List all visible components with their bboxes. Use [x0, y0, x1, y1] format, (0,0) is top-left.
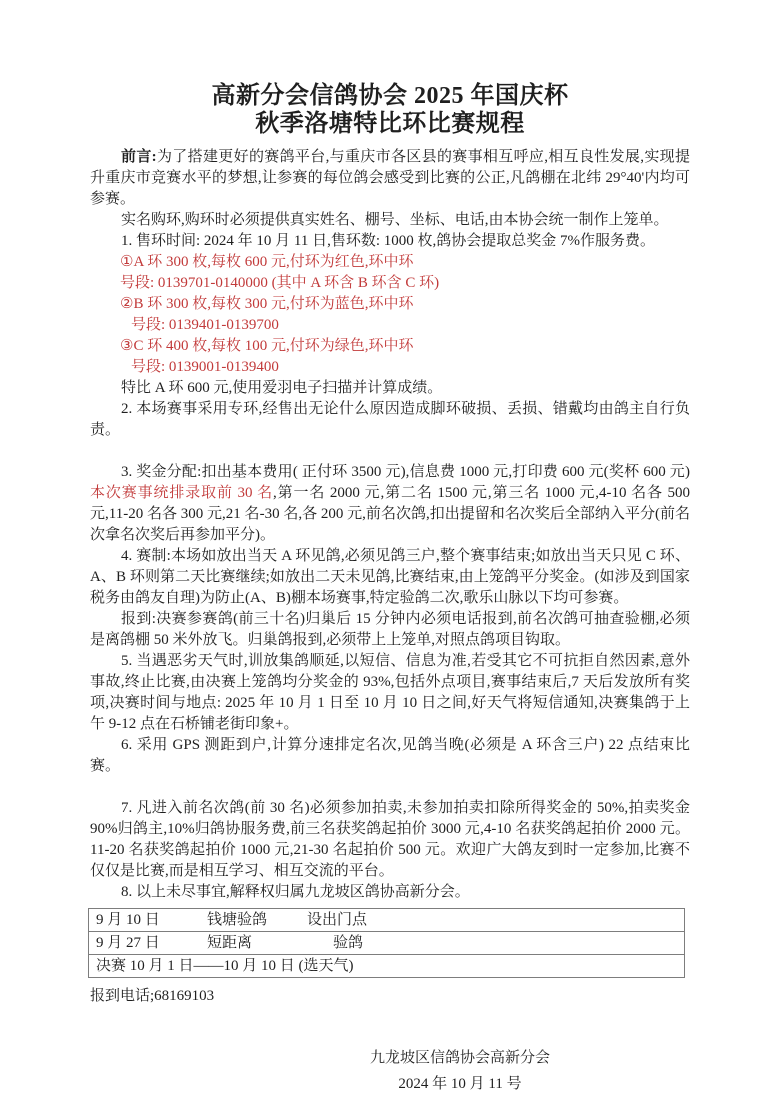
ring-a-line: ①A 环 300 枚,每枚 600 元,付环为红色,环中环 [120, 254, 414, 270]
schedule-row [89, 932, 685, 955]
preface-label: 前言: [121, 149, 157, 165]
document-title-line2: 秋季洛塘特比环比赛规程 [255, 111, 525, 137]
ring-b-line: ②B 环 300 枚,每枚 300 元,付环为蓝色,环中环 [120, 296, 414, 312]
item-2-paragraph: 2. 本场赛事采用专环,经售出无论什么原因造成脚环破损、丢损、错戴均由鸽主自行负责。 [90, 401, 690, 438]
document-footer [300, 1045, 620, 1097]
purchase-note-paragraph: 实名购环,购环时必须提供真实姓名、棚号、坐标、电话,由本协会统一制作上笼单。 [121, 212, 669, 228]
blank-line [90, 441, 690, 462]
prize-ranking-highlight: 本次赛事统排录取前 30 名 [90, 485, 274, 501]
schedule-table [88, 908, 685, 978]
schedule-event: 短距离 [207, 934, 253, 951]
preface-paragraph [90, 147, 690, 210]
document-title [90, 82, 690, 138]
footer-org: 九龙坡区信鸽协会高新分会 [369, 1050, 550, 1066]
document-title-line1: 高新分会信鸽协会 2025 年国庆杯 [211, 83, 569, 109]
footer-date: 2024 年 10 月 11 号 [398, 1076, 522, 1092]
item-4-paragraph: 4. 赛制:本场如放出当天 A 环见鸽,必须见鸽三户,整个赛事结束;如放出当天只见 C 环、A、B 环则第二天比赛继续;如放出二天未见鸽,比赛结束,由上笼鸽平分奖金。(如涉及到国家税务由鸽友自理)为防止(A、B)棚本场赛事,特定验鸽二次,歌乐山脉以下均可参赛。 [90, 548, 690, 606]
item-3-paragraph [90, 462, 690, 546]
schedule-note: 设出门点 [307, 911, 368, 928]
schedule-cell [89, 955, 685, 978]
schedule-cell [89, 932, 685, 955]
item-8-paragraph: 8. 以上未尽事宜,解释权归属九龙坡区鸽协高新分会。 [121, 884, 470, 900]
schedule-cell [89, 909, 685, 932]
item-3-text-b: ,第一名 2000 元,第二名 1500 元,第三名 1000 元,4-10 名各 500 元,11-20 名各 300 元,21 名-30 名,各 200 元,前名次鸽,扣出提留和名次奖后全部纳入平分(前名次拿名次奖后再参加平分)。 [90, 485, 690, 543]
schedule-event: 钱塘验鸽 [207, 911, 268, 928]
blank-line [90, 777, 690, 798]
ring-c-range-line: 号段: 0139001-0139400 [131, 359, 279, 375]
tebi-note-paragraph: 特比 A 环 600 元,使用爱羽电子扫描并计算成绩。 [121, 380, 443, 396]
checkin-paragraph: 报到:决赛参赛鸽(前三十名)归巢后 15 分钟内必须电话报到,前名次鸽可抽查验棚,必须是离鸽棚 50 米外放飞。归巢鸽报到,必须带上上笼单,对照点鸽项目钩取。 [90, 611, 690, 648]
item-7-paragraph: 7. 凡进入前名次鸽(前 30 名)必须参加拍卖,未参加拍卖扣除所得奖金的 50%,拍卖奖金 90%归鸽主,10%归鸽协服务费,前三名获奖鸽起拍价 3000 元,4-10 名获奖鸽起拍价 2000 元。11-20 名获奖鸽起拍价 1000 元,21-30 名起拍价 500 元。欢迎广大鸽友到时一定参加,比赛不仅仅是比赛,而是相互学习、相互交流的平台。 [90, 800, 690, 879]
schedule-note: 验鸽 [333, 934, 364, 951]
ring-b-range-line: 号段: 0139401-0139700 [131, 317, 279, 333]
schedule-date: 9 月 10 日 [96, 911, 160, 928]
item-1-paragraph: 1. 售环时间: 2024 年 10 月 11 日,售环数: 1000 枚,鸽协会提取总奖金 7%作服务费。 [121, 233, 656, 249]
ring-a-range-line: 号段: 0139701-0140000 (其中 A 环含 B 环含 C 环) [120, 275, 440, 291]
schedule-row [89, 909, 685, 932]
schedule-final-race: 决赛 10 月 1 日——10 月 10 日 (选天气) [96, 957, 354, 974]
checkin-phone: 报到电话;68169103 [90, 988, 215, 1004]
item-5-paragraph: 5. 当遇恶劣天气时,训放集鸽顺延,以短信、信息为准,若受其它不可抗拒自然因素,意外事故,终止比赛,由决赛上笼鸽均分奖金的 93%,包括外点项目,赛事结束后,7 天后发放所有奖项,决赛时间与地点: 2025 年 10 月 1 日至 10 月 10 日之间,好天气将短信通知,决赛集鸽于上午 9-12 点在石桥铺老街印象+。 [90, 653, 690, 732]
preface-text: 为了搭建更好的赛鸽平台,与重庆市各区县的赛事相互呼应,相互良性发展,实现提升重庆市竞赛水平的梦想,让参赛的每位鸽会感受到比赛的公正,凡鸽棚在北纬 29°40'内均可参赛。 [90, 149, 690, 207]
item-3-text-a: 3. 奖金分配:扣出基本费用( 正付环 3500 元),信息费 1000 元,打印费 600 元(奖杯 600 元) [121, 464, 690, 480]
item-6-paragraph: 6. 采用 GPS 测距到户,计算分速排定名次,见鸽当晚(必须是 A 环含三户) 22 点结束比赛。 [90, 737, 690, 774]
schedule-row [89, 955, 685, 978]
ring-c-line: ③C 环 400 枚,每枚 100 元,付环为绿色,环中环 [120, 338, 414, 354]
schedule-date: 9 月 27 日 [96, 934, 160, 951]
